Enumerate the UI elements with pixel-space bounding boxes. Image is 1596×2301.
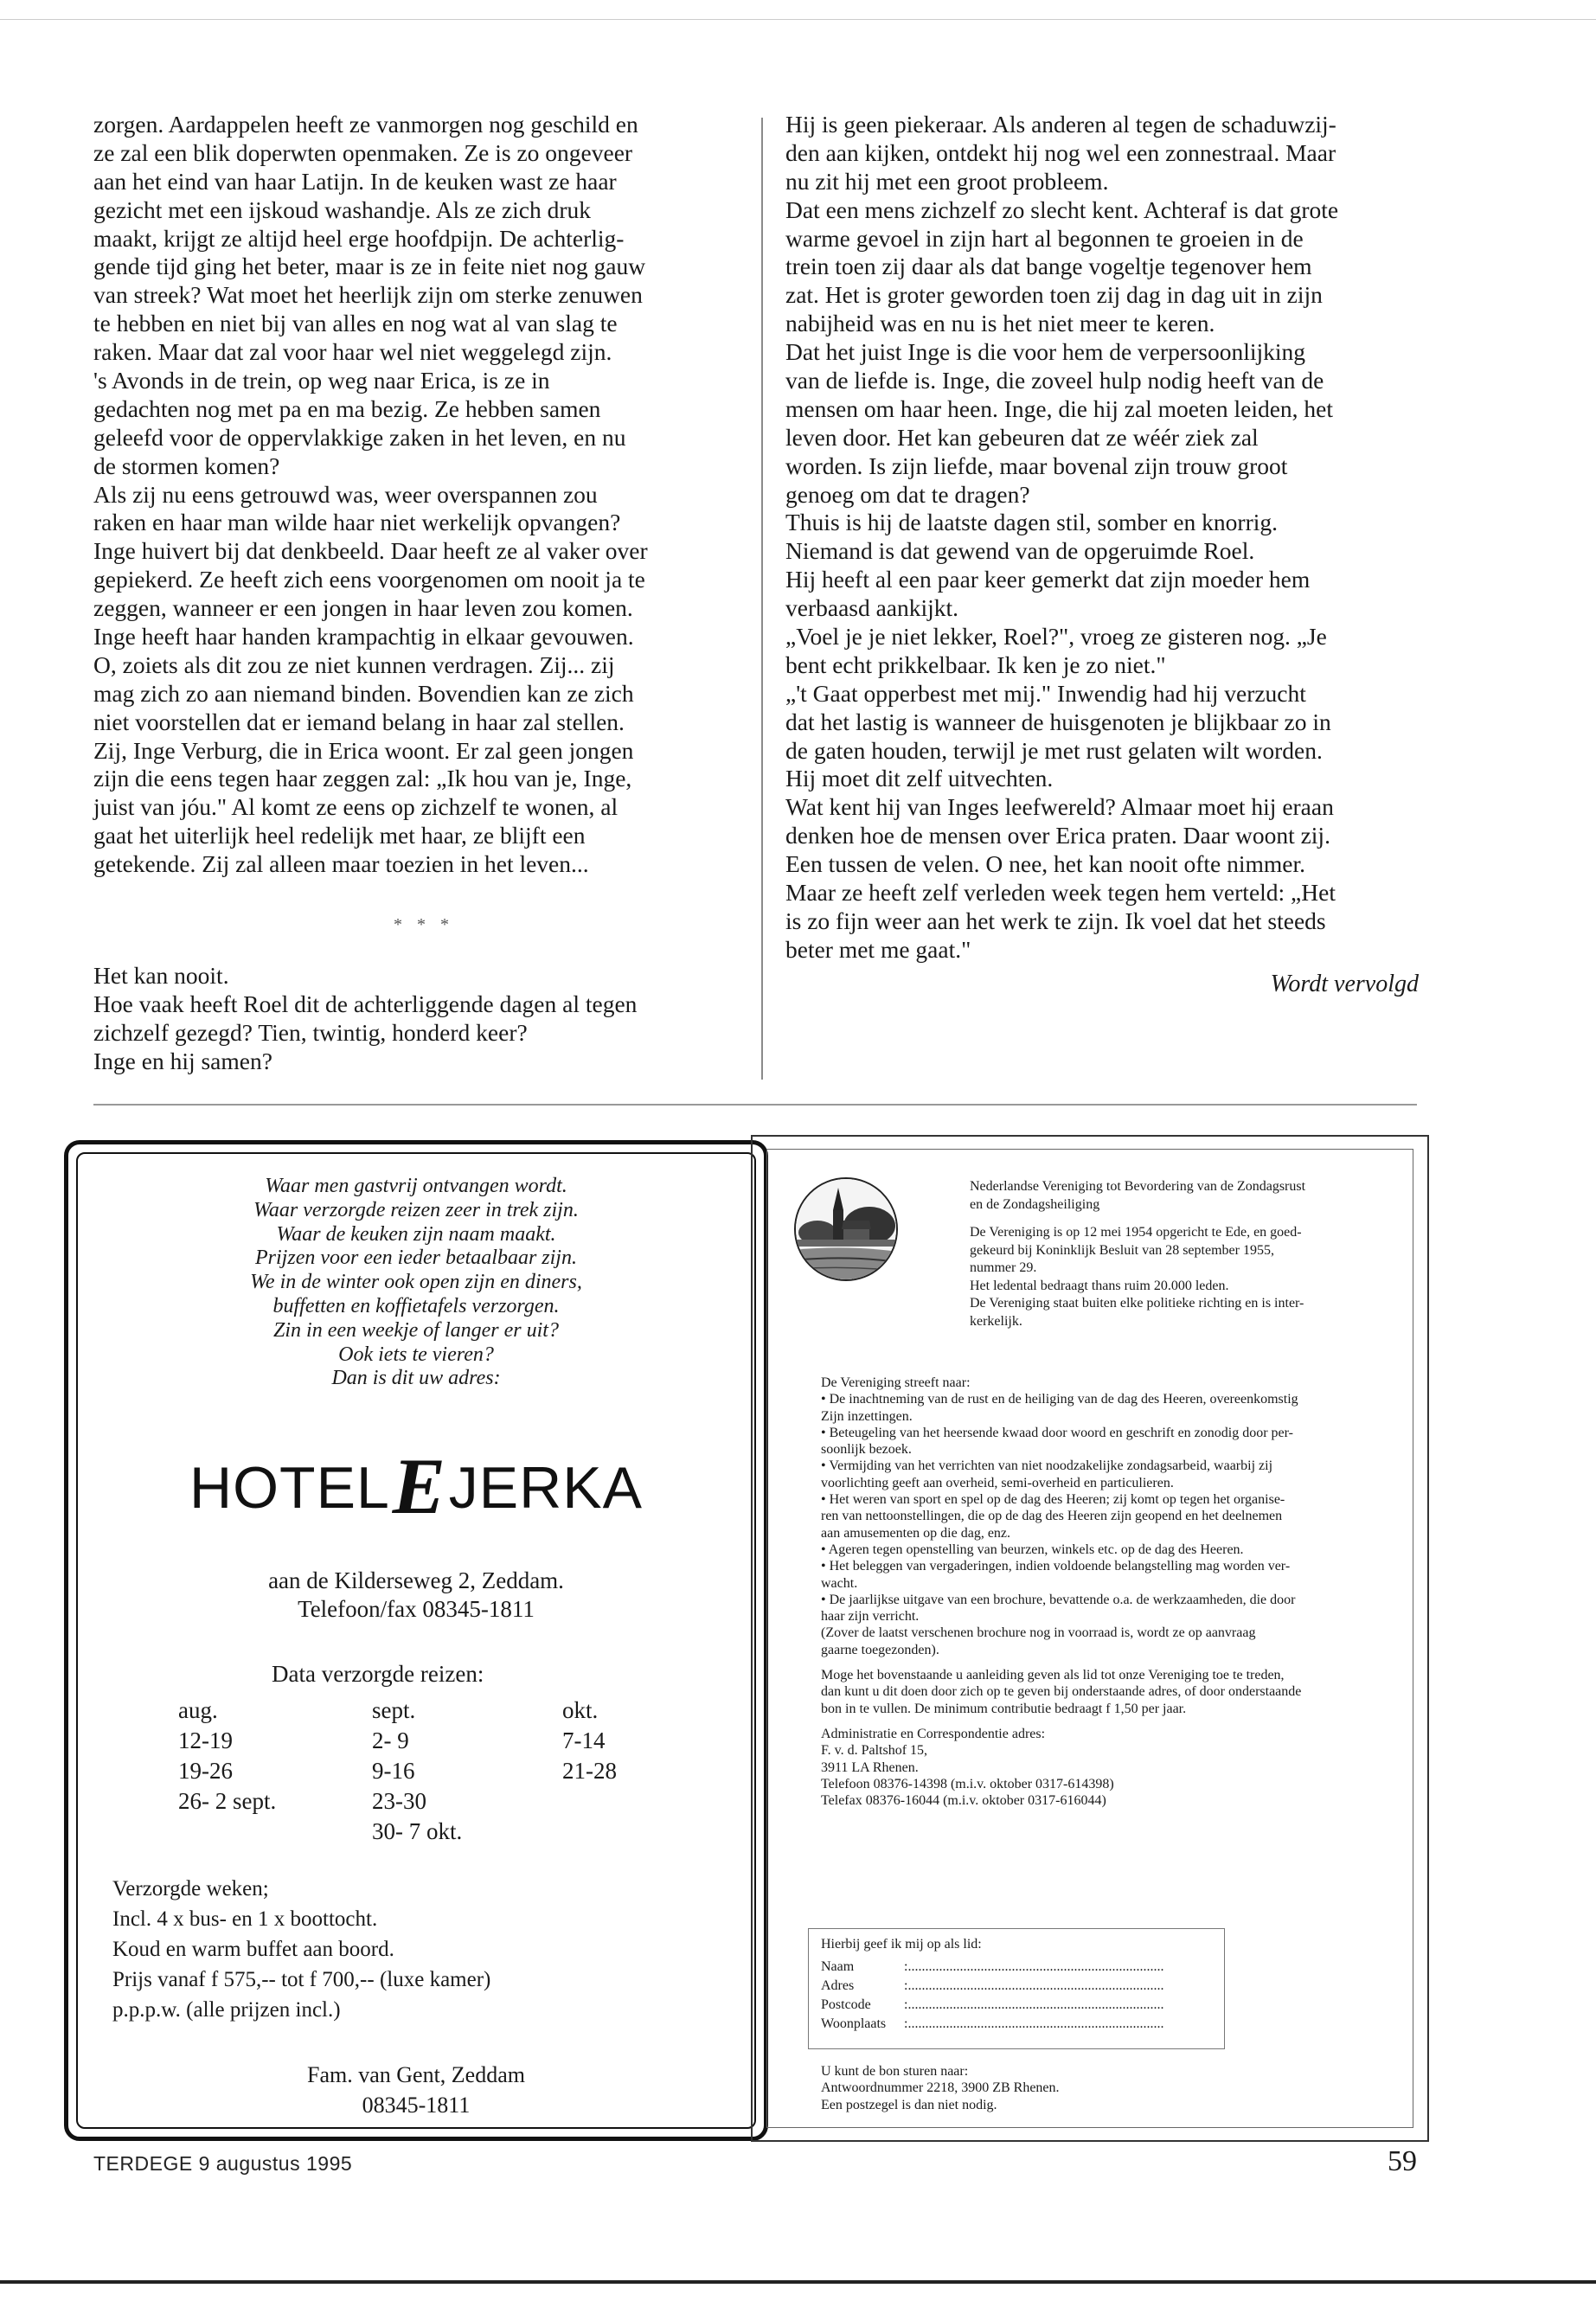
article-line: Niemand is dat gewend van de opgeruimde Roel.	[785, 537, 1255, 565]
trips-column-sept	[372, 1695, 462, 1847]
hotel-advertisement	[64, 1140, 768, 2141]
article-line: gezicht met een ijskoud washandje. Als ze zich druk	[93, 195, 592, 223]
trips-title: Data verzorgde reizen:	[272, 1661, 484, 1687]
article-line: dat het lastig is wanneer de huisgenoten je blijkbaar zo in	[785, 708, 1331, 735]
article-line: Hij moet dit zelf uitvechten.	[785, 765, 1054, 792]
aims-line: 3911 LA Rhenen.	[821, 1759, 919, 1775]
trip-date: 2- 9	[372, 1727, 409, 1753]
trip-date: sept.	[372, 1697, 416, 1723]
aims-line: (Zover de laatst verschenen brochure nog in voorraad is, wordt ze op aanvraag	[821, 1625, 1256, 1641]
top-rule	[0, 19, 1596, 20]
aims-line: • Het weren van sport en spel op de dag des Heeren; zij komt op tegen het organise-	[821, 1492, 1285, 1508]
article-line: maakt, krijgt ze altijd heel erge hoofdpijn. De achterlig-	[93, 224, 625, 252]
offer-line: Verzorgde weken;	[112, 1877, 269, 1900]
article-line: denken hoe de mensen over Erica praten. Daar woont zij.	[785, 822, 1330, 849]
trips-column-okt	[562, 1695, 617, 1786]
intro-line: gekeurd bij Koninklijk Besluit van 28 september 1955,	[970, 1242, 1274, 1258]
society-footer-line: U kunt de bon sturen naar:	[821, 2064, 969, 2079]
hotel-weeks-offer	[112, 1874, 490, 2025]
trip-date: 19-26	[178, 1758, 233, 1784]
trip-date: 23-30	[372, 1788, 426, 1814]
article-line: Hoe vaak heeft Roel dit de achterliggende dagen al tegen	[93, 990, 638, 1017]
aims-line: Moge het bovenstaande u aanleiding geven als lid tot onze Vereniging toe te treden,	[821, 1668, 1285, 1683]
article-line: getekende. Zij zal alleen maar toezien in het leven...	[93, 850, 589, 878]
society-footer-line: Antwoordnummer 2218, 3900 ZB Rhenen.	[821, 2080, 1060, 2096]
article-line: bent echt prikkelbaar. Ik ken je zo niet."	[785, 651, 1166, 678]
aims-line: Zijn inzettingen.	[821, 1408, 913, 1424]
aims-line: aan amusementen op die dag, enz.	[821, 1525, 1011, 1541]
article-line: Als zij nu eens getrouwd was, weer overspannen zou	[93, 480, 598, 508]
article-line: Maar ze heeft zelf verleden week tegen hem verteld: „Het	[785, 879, 1336, 907]
article-line: juist van jóu." Al komt ze eens op zichzelf te wonen, al	[93, 793, 619, 821]
offer-line: Incl. 4 x bus- en 1 x boottocht.	[112, 1907, 378, 1931]
page-number: 59	[1388, 2145, 1417, 2177]
offer-line: Koud en warm buffet aan boord.	[112, 1938, 394, 1961]
trip-date: aug.	[178, 1697, 218, 1723]
section-rule	[93, 1104, 1417, 1106]
society-footer	[821, 2063, 1340, 2113]
society-header	[970, 1178, 1420, 1330]
article-line: O, zoiets als dit zou ze niet kunnen verdragen. Zij... zij	[93, 651, 615, 678]
article-line: Thuis is hij de laatste dagen stil, somber en knorrig.	[785, 509, 1278, 536]
form-field-woonplaats[interactable]	[821, 2016, 1163, 2032]
aims-line: • Ageren tegen openstelling van beurzen, winkels etc. op de dag des Heeren.	[821, 1541, 1244, 1557]
intro-line: Het ledental bedraagt thans ruim 20.000 leden.	[970, 1278, 1229, 1293]
article-line: van streek? Wat moet het heerlijk zijn om sterke zenuwen	[93, 281, 643, 309]
membership-form	[808, 1928, 1225, 2049]
aims-line: gaarne toegezonden).	[821, 1642, 939, 1657]
article-line: trein toen zij daar als dat bange vogeltje tegenover hem	[785, 253, 1312, 280]
article-line: te hebben en niet bij van alles en nog wat al van slag te	[93, 310, 618, 337]
article-line: geleefd voor de oppervlakkige zaken in het leven, en nu	[93, 423, 626, 451]
aims-line: • Vermijding van het verrichten van niet noodzakelijke zondagsarbeid, waarbij zij	[821, 1458, 1273, 1474]
article-line: leven door. Het kan gebeuren dat ze wéér ziek zal	[785, 423, 1259, 451]
trip-date: 26- 2 sept.	[178, 1788, 277, 1814]
slogan-line: Zin in een weekje of langer er uit?	[273, 1318, 559, 1342]
aims-line: bon in te vullen. De minimum contributie bedraagt f 1,50 per jaar.	[821, 1701, 1187, 1716]
trips-column-aug	[178, 1695, 276, 1817]
article-line: nu zit hij met een groot probleem.	[785, 167, 1109, 195]
contact-line: 08345-1811	[362, 2093, 471, 2118]
aims-line: Telefoon 08376-14398 (m.i.v. oktober 0317-614398)	[821, 1776, 1114, 1791]
logo-text-right: JERKA	[448, 1455, 643, 1521]
article-line: Dat het juist Inge is die voor hem de verpersoonlijking	[785, 338, 1306, 366]
article-line: zichzelf gezegd? Tien, twintig, honderd keer?	[93, 1018, 528, 1046]
section-separator: * * *	[394, 915, 454, 934]
trip-date: 7-14	[562, 1727, 606, 1753]
article-line: gende tijd ging het beter, maar is ze in feite niet nog gauw	[93, 253, 646, 280]
hotel-address	[64, 1567, 768, 1624]
aims-line: • Beteugeling van het heersende kwaad door woord en geschrift en zonodig door per-	[821, 1425, 1293, 1440]
article-line: Het kan nooit.	[93, 962, 229, 989]
article-line: „Voel je je niet lekker, Roel?", vroeg ze gisteren nog. „Je	[785, 623, 1327, 651]
aims-line: • De inachtneming van de rust en de heiliging van de dag des Heeren, overeenkomstig	[821, 1392, 1298, 1407]
slogan-line: Dan is dit uw adres:	[331, 1367, 501, 1390]
form-blank: :..........................................................................	[904, 1959, 1164, 1974]
address-line: aan de Kilderseweg 2, Zeddam.	[268, 1567, 564, 1593]
bottom-rule	[0, 2280, 1596, 2284]
slogan-line: Ook iets te vieren?	[338, 1343, 494, 1366]
article-line: Wat kent hij van Inges leefwereld? Almaar moet hij eraan	[785, 793, 1334, 821]
intro-line: De Vereniging staat buiten elke politieke richting en is inter-	[970, 1296, 1304, 1311]
aims-line: soonlijk bezoek.	[821, 1442, 912, 1458]
article-line: mag zich zo aan niemand binden. Bovendien kan ze zich	[93, 679, 634, 707]
aims-line: Telefax 08376-16044 (m.i.v. oktober 0317-616044)	[821, 1793, 1106, 1809]
spacer	[970, 1214, 1420, 1224]
aims-line: dan kunt u dit doen door zich op te geven bij onderstaande adres, of door onderstaande	[821, 1684, 1302, 1700]
slogan-line: Waar verzorgde reizen zeer in trek zijn.	[253, 1198, 579, 1221]
society-footer-line: Een postzegel is dan niet nodig.	[821, 2097, 997, 2112]
article-line: gedachten nog met pa en ma bezig. Ze hebben samen	[93, 394, 601, 422]
article-line: de gaten houden, terwijl je met rust gelaten wilt worden.	[785, 736, 1323, 764]
trip-date: 9-16	[372, 1758, 415, 1784]
article-line: zorgen. Aardappelen heeft ze vanmorgen nog geschild en	[93, 111, 638, 138]
intro-line: De Vereniging is op 12 mei 1954 opgericht te Ede, en goed-	[970, 1225, 1302, 1240]
article-left-column-continued	[93, 962, 760, 1076]
aims-line: ren van nettoonstellingen, die op de dag des Heeren zijn geopend en het deelnemen	[821, 1509, 1283, 1524]
article-right-column	[785, 111, 1417, 965]
form-field-postcode[interactable]	[821, 1997, 1163, 2013]
form-label: Woonplaats	[821, 2016, 887, 2031]
org-name-line: en de Zondagsheiliging	[970, 1196, 1100, 1212]
slogan-line: Waar men gastvrij ontvangen wordt.	[265, 1175, 567, 1197]
article-line: zeggen, wanneer er een jongen in haar leven zou komen.	[93, 594, 633, 622]
article-line: beter met me gaat."	[785, 935, 971, 963]
org-name-line: Nederlandse Vereniging tot Bevordering van de Zondagsrust	[970, 1179, 1306, 1194]
trip-date: 30- 7 okt.	[372, 1818, 463, 1844]
article-line: Een tussen de velen. O nee, het kan nooit ofte nimmer.	[785, 850, 1306, 878]
article-line: gepiekerd. Ze heeft zich eens voorgenomen om nooit ja te	[93, 566, 645, 593]
hotel-contact	[64, 2060, 768, 2120]
article-line: Inge heeft haar handen krampachtig in elkaar gevouwen.	[93, 623, 634, 651]
society-advertisement	[751, 1135, 1429, 2142]
article-line: Hij is geen piekeraar. Als anderen al tegen de schaduwzij-	[785, 111, 1336, 138]
trip-date: okt.	[562, 1697, 599, 1723]
article-line: warme gevoel in zijn hart al begonnen te groeien in de	[785, 224, 1304, 252]
offer-line: Prijs vanaf f 575,-- tot f 700,-- (luxe kamer)	[112, 1968, 491, 1991]
article-line: den aan kijken, ontdekt hij nog wel een zonnestraal. Maar	[785, 138, 1336, 166]
hotel-logo	[64, 1442, 768, 1530]
society-ad-inner-frame	[766, 1149, 1413, 2128]
article-line: Zij, Inge Verburg, die in Erica woont. Er zal geen jongen	[93, 736, 634, 764]
aims-line: Administratie en Correspondentie adres:	[821, 1726, 1046, 1741]
slogan-line: Waar de keuken zijn naam maakt.	[276, 1222, 556, 1246]
aims-line	[821, 1658, 1418, 1667]
aims-line: De Vereniging streeft naar:	[821, 1375, 971, 1390]
article-line: gaat het uiterlijk heel redelijk met haar, ze blijft een	[93, 822, 586, 849]
slogan-line: buffetten en koffietafels verzorgen.	[272, 1294, 560, 1317]
trip-date: 12-19	[178, 1727, 233, 1753]
article-line: 's Avonds in de trein, op weg naar Erica, is ze in	[93, 367, 550, 394]
article-line: „'t Gaat opperbest met mij." Inwendig had hij verzucht	[785, 679, 1306, 707]
intro-line: nummer 29.	[970, 1260, 1037, 1275]
offer-line: p.p.p.w. (alle prijzen incl.)	[112, 1998, 341, 2022]
article-line: ze zal een blik doperwten openmaken. Ze is zo ongeveer	[93, 138, 633, 166]
form-title: Hierbij geef ik mij op als lid:	[821, 1937, 982, 1952]
column-divider	[761, 118, 763, 1080]
article-line: raken. Maar dat zal voor haar wel niet weggelegd zijn.	[93, 338, 612, 366]
publication-footer: TERDEGE 9 augustus 1995	[93, 2152, 353, 2175]
form-label: Postcode	[821, 1997, 871, 2012]
continued-note: Wordt vervolgd	[1270, 971, 1419, 997]
form-label: Naam	[821, 1959, 855, 1974]
church-illustration	[793, 1176, 899, 1283]
article-line: mensen om haar heen. Inge, die hij zal moeten leiden, het	[785, 394, 1334, 422]
aims-line: voorlichting geeft aan overheid, semi-overheid en particulieren.	[821, 1475, 1174, 1490]
article-line: zat. Het is groter geworden toen zij dag in dag uit in zijn	[785, 281, 1323, 309]
article-line: zijn die eens tegen haar zeggen zal: „Ik hou van je, Inge,	[93, 765, 632, 792]
article-line: Dat een mens zichzelf zo slecht kent. Achteraf is dat grote	[785, 195, 1339, 223]
aims-line: haar zijn verricht.	[821, 1609, 920, 1625]
article-line: genoeg om dat te dragen?	[785, 480, 1030, 508]
article-line: Inge en hij samen?	[93, 1047, 272, 1074]
aims-line	[821, 1717, 1418, 1726]
article-line: worden. Is zijn liefde, maar bovenal zijn trouw groot	[785, 452, 1288, 479]
article-line: aan het eind van haar Latijn. In de keuken wast ze haar	[93, 167, 617, 195]
form-label: Adres	[821, 1978, 855, 1993]
trip-date: 21-28	[562, 1758, 617, 1784]
slogan-line: We in de winter ook open zijn en diners,	[250, 1271, 582, 1294]
article-line: Hij heeft al een paar keer gemerkt dat zijn moeder hem	[785, 566, 1311, 593]
aims-line: wacht.	[821, 1575, 858, 1591]
article-left-column	[93, 111, 760, 879]
form-field-naam[interactable]	[821, 1958, 1163, 1975]
aims-line: F. v. d. Paltshof 15,	[821, 1743, 928, 1759]
article-line: niet voorstellen dat er iemand belang in haar zal stellen.	[93, 708, 625, 735]
intro-line: kerkelijk.	[970, 1313, 1022, 1329]
article-line: raken en haar man wilde haar niet werkelijk opvangen?	[93, 509, 621, 536]
logo-text-left: HOTEL	[189, 1455, 390, 1521]
article-line: is zo fijn weer aan het werk te zijn. Ik voel dat het steeds	[785, 907, 1326, 934]
article-line: Inge huivert bij dat denkbeeld. Daar heeft ze al vaker over	[93, 537, 648, 565]
article-line: de stormen komen?	[93, 452, 280, 479]
aims-line: • De jaarlijkse uitgave van een brochure, bevattende o.a. de werkzaamheden, die door	[821, 1592, 1296, 1607]
contact-line: Fam. van Gent, Zeddam	[307, 2062, 525, 2087]
logo-e-mark: E	[392, 1442, 446, 1530]
form-blank: :..........................................................................	[904, 2016, 1164, 2031]
form-field-adres[interactable]	[821, 1977, 1163, 1994]
aims-line: • Het beleggen van vergaderingen, indien voldoende belangstelling mag worden ver-	[821, 1559, 1291, 1574]
article-line: van de liefde is. Inge, die zoveel hulp nodig heeft van de	[785, 367, 1324, 394]
slogan-line: Prijzen voor een ieder betaalbaar zijn.	[255, 1247, 577, 1270]
article-line: verbaasd aankijkt.	[785, 594, 959, 622]
article-line: nabijheid was en nu is het niet meer te keren.	[785, 310, 1215, 337]
society-aims	[821, 1375, 1418, 1809]
address-line: Telefoon/fax 08345-1811	[298, 1596, 535, 1622]
form-blank: :..........................................................................	[904, 1997, 1164, 2012]
hotel-slogan	[64, 1175, 768, 1391]
form-blank: :..........................................................................	[904, 1978, 1164, 1993]
